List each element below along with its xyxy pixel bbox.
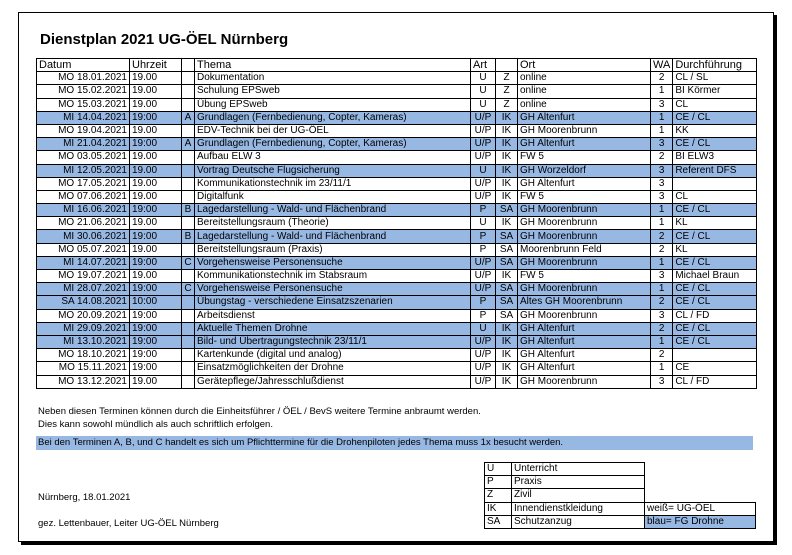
header-row — [37, 59, 757, 72]
cell-wa: 2 — [651, 349, 673, 362]
cell-group — [182, 190, 195, 203]
cell-ort: GH Moorenbrunn — [518, 217, 651, 230]
cell-wa: 2 — [651, 151, 673, 164]
cell-thema: EDV-Technik bei der UG-ÖEL — [195, 124, 471, 137]
cell-ort: online — [518, 85, 651, 98]
cell-group: A — [182, 111, 195, 124]
table-row — [37, 111, 757, 124]
cell-datum: MI 21.04.2021 — [37, 138, 130, 151]
cell-art: U/P — [471, 349, 496, 362]
cell-uhrzeit: 19:00 — [130, 256, 182, 269]
cell-ort: GH Moorenbrunn — [518, 124, 651, 137]
cell-ort: GH Altenfurt — [518, 349, 651, 362]
cell-typ: SA — [496, 256, 518, 269]
cell-art: U — [471, 322, 496, 335]
cell-durchfuehrung: CE / CL — [673, 296, 757, 309]
cell-group — [182, 217, 195, 230]
legend-table — [484, 462, 756, 529]
cell-datum: MI 29.09.2021 — [37, 322, 130, 335]
cell-group — [182, 177, 195, 190]
cell-uhrzeit: 19.00 — [130, 164, 182, 177]
cell-uhrzeit: 19.00 — [130, 85, 182, 98]
cell-wa: 1 — [651, 256, 673, 269]
cell-typ: SA — [496, 309, 518, 322]
cell-datum: MO 05.07.2021 — [37, 243, 130, 256]
cell-datum: MI 30.06.2021 — [37, 230, 130, 243]
cell-uhrzeit: 10:00 — [130, 296, 182, 309]
cell-durchfuehrung: CL — [673, 98, 757, 111]
cell-typ: IK — [496, 270, 518, 283]
note-line-1: Neben diesen Terminen können durch die Einheitsführer / ÖEL / BevS weitere Termine anbraumt werden. — [38, 406, 481, 417]
cell-typ: IK — [496, 111, 518, 124]
table-row — [37, 256, 757, 269]
cell-datum: MI 16.06.2021 — [37, 204, 130, 217]
table-row — [37, 190, 757, 203]
cell-ort: GH Altenfurt — [518, 362, 651, 375]
legend-row — [485, 489, 756, 502]
cell-art: U — [471, 72, 496, 85]
cell-art: U/P — [471, 335, 496, 348]
table-row — [37, 164, 757, 177]
table-row — [37, 309, 757, 322]
cell-ort: online — [518, 72, 651, 85]
cell-uhrzeit: 19:00 — [130, 362, 182, 375]
cell-thema: Grundlagen (Fernbedienung, Copter, Kameras) — [195, 138, 471, 151]
cell-durchfuehrung: Michael Braun — [673, 270, 757, 283]
legend-extra: weiß= UG-ÖEL — [645, 502, 756, 515]
cell-thema: Kommunikationstechnik im Stabsraum — [195, 270, 471, 283]
cell-group — [182, 335, 195, 348]
cell-uhrzeit: 19.00 — [130, 177, 182, 190]
cell-typ: IK — [496, 375, 518, 388]
cell-durchfuehrung: CL / SL — [673, 72, 757, 85]
cell-ort: GH Moorenbrunn — [518, 375, 651, 388]
cell-art: P — [471, 296, 496, 309]
legend-desc: Unterricht — [512, 463, 645, 476]
cell-durchfuehrung: CE / CL — [673, 256, 757, 269]
cell-wa: 1 — [651, 217, 673, 230]
schedule-body — [37, 72, 757, 389]
cell-typ: IK — [496, 164, 518, 177]
cell-durchfuehrung: CE / CL — [673, 204, 757, 217]
cell-ort: GH Moorenbrunn — [518, 283, 651, 296]
cell-uhrzeit: 19.00 — [130, 270, 182, 283]
cell-group: C — [182, 283, 195, 296]
cell-wa: 3 — [651, 138, 673, 151]
cell-typ: SA — [496, 230, 518, 243]
legend-abbr: IK — [485, 502, 512, 515]
legend-body — [485, 463, 756, 529]
cell-wa: 1 — [651, 85, 673, 98]
cell-datum: MI 14.07.2021 — [37, 256, 130, 269]
cell-durchfuehrung: CE — [673, 362, 757, 375]
cell-wa: 3 — [651, 98, 673, 111]
cell-durchfuehrung: CE / CL — [673, 335, 757, 348]
cell-durchfuehrung: Referent DFS — [673, 164, 757, 177]
cell-datum: MI 13.10.2021 — [37, 335, 130, 348]
header-datum: Datum — [37, 59, 130, 72]
cell-typ: SA — [496, 296, 518, 309]
schedule-table — [36, 58, 757, 389]
cell-typ: SA — [496, 283, 518, 296]
cell-art: P — [471, 230, 496, 243]
legend-extra — [645, 489, 756, 502]
cell-datum: MI 28.07.2021 — [37, 283, 130, 296]
cell-typ: IK — [496, 151, 518, 164]
legend-abbr: P — [485, 476, 512, 489]
header-group — [182, 59, 195, 72]
cell-ort: Altes GH Moorenbrunn — [518, 296, 651, 309]
table-row — [37, 243, 757, 256]
cell-datum: MO 15.02.2021 — [37, 85, 130, 98]
cell-datum: MO 19.04.2021 — [37, 124, 130, 137]
cell-group — [182, 349, 195, 362]
cell-datum: MO 17.05.2021 — [37, 177, 130, 190]
cell-thema: Übung EPSweb — [195, 98, 471, 111]
cell-art: P — [471, 309, 496, 322]
cell-uhrzeit: 19.00 — [130, 72, 182, 85]
cell-group — [182, 85, 195, 98]
cell-uhrzeit: 19:00 — [130, 335, 182, 348]
cell-typ: IK — [496, 177, 518, 190]
cell-uhrzeit: 19:00 — [130, 283, 182, 296]
cell-art: U — [471, 85, 496, 98]
cell-art: U — [471, 217, 496, 230]
header-typ — [496, 59, 518, 72]
cell-ort: GH Altenfurt — [518, 322, 651, 335]
cell-durchfuehrung: BI Körmer — [673, 85, 757, 98]
cell-durchfuehrung: CE / CL — [673, 322, 757, 335]
table-row — [37, 177, 757, 190]
cell-wa: 2 — [651, 72, 673, 85]
cell-ort: GH Moorenbrunn — [518, 256, 651, 269]
cell-wa: 1 — [651, 362, 673, 375]
legend-desc: Innendienstkleidung — [512, 502, 645, 515]
cell-group — [182, 322, 195, 335]
cell-art: U/P — [471, 177, 496, 190]
cell-durchfuehrung: BI ELW3 — [673, 151, 757, 164]
cell-ort: GH Altenfurt — [518, 177, 651, 190]
cell-group — [182, 296, 195, 309]
cell-thema: Schulung EPSweb — [195, 85, 471, 98]
cell-durchfuehrung: KL — [673, 217, 757, 230]
cell-thema: Bereitstellungsraum (Praxis) — [195, 243, 471, 256]
cell-thema: Aktuelle Themen Drohne — [195, 322, 471, 335]
legend-extra — [645, 476, 756, 489]
cell-art: P — [471, 243, 496, 256]
cell-uhrzeit: 19.00 — [130, 190, 182, 203]
cell-group — [182, 270, 195, 283]
table-row — [37, 362, 757, 375]
cell-uhrzeit: 19.00 — [130, 217, 182, 230]
cell-datum: MO 21.06.2021 — [37, 217, 130, 230]
cell-datum: MI 14.04.2021 — [37, 111, 130, 124]
cell-group — [182, 164, 195, 177]
header-ort: Ort — [518, 59, 651, 72]
cell-durchfuehrung: CE / CL — [673, 138, 757, 151]
cell-art: U/P — [471, 190, 496, 203]
note-line-2: Dies kann sowohl mündlich als auch schriftlich erfolgen. — [38, 419, 273, 430]
cell-art: U/P — [471, 283, 496, 296]
cell-ort: GH Worzeldorf — [518, 164, 651, 177]
cell-uhrzeit: 19:00 — [130, 230, 182, 243]
cell-uhrzeit: 19.00 — [130, 243, 182, 256]
cell-typ: IK — [496, 124, 518, 137]
cell-wa: 2 — [651, 243, 673, 256]
cell-durchfuehrung: KL — [673, 243, 757, 256]
cell-typ: Z — [496, 72, 518, 85]
header-thema: Thema — [195, 59, 471, 72]
cell-art: U/P — [471, 362, 496, 375]
cell-wa: 1 — [651, 335, 673, 348]
cell-typ: IK — [496, 322, 518, 335]
signature: gez. Lettenbauer, Leiter UG-ÖEL Nürnberg — [38, 518, 219, 529]
cell-art: U/P — [471, 124, 496, 137]
cell-typ: IK — [496, 362, 518, 375]
cell-group — [182, 243, 195, 256]
legend-row — [485, 502, 756, 515]
cell-uhrzeit: 19:00 — [130, 309, 182, 322]
legend-row — [485, 476, 756, 489]
cell-group — [182, 309, 195, 322]
cell-art: U/P — [471, 151, 496, 164]
cell-group — [182, 151, 195, 164]
cell-typ: Z — [496, 85, 518, 98]
cell-ort: GH Moorenbrunn — [518, 230, 651, 243]
cell-thema: Arbeitsdienst — [195, 309, 471, 322]
cell-durchfuehrung: CE / CL — [673, 230, 757, 243]
legend-abbr: Z — [485, 489, 512, 502]
cell-thema: Kartenkunde (digital und analog) — [195, 349, 471, 362]
cell-art: U/P — [471, 111, 496, 124]
cell-durchfuehrung — [673, 349, 757, 362]
table-row — [37, 230, 757, 243]
cell-ort: GH Altenfurt — [518, 138, 651, 151]
cell-thema: Kommunikationstechnik im 23/11/1 — [195, 177, 471, 190]
cell-typ: IK — [496, 190, 518, 203]
cell-group — [182, 72, 195, 85]
cell-art: P — [471, 204, 496, 217]
cell-typ: SA — [496, 243, 518, 256]
legend-extra: blau= FG Drohne — [645, 515, 756, 528]
cell-thema: Digitalfunk — [195, 190, 471, 203]
cell-wa: 3 — [651, 164, 673, 177]
cell-art: U/P — [471, 138, 496, 151]
cell-ort: FW 5 — [518, 190, 651, 203]
cell-ort: GH Altenfurt — [518, 111, 651, 124]
cell-thema: Bereitstellungsraum (Theorie) — [195, 217, 471, 230]
cell-art: U/P — [471, 256, 496, 269]
cell-wa: 3 — [651, 270, 673, 283]
table-row — [37, 72, 757, 85]
cell-uhrzeit: 19:00 — [130, 322, 182, 335]
table-row — [37, 204, 757, 217]
cell-group: C — [182, 256, 195, 269]
cell-wa: 2 — [651, 296, 673, 309]
cell-durchfuehrung: KK — [673, 124, 757, 137]
cell-datum: MO 18.01.2021 — [37, 72, 130, 85]
header-wa: WA — [651, 59, 673, 72]
cell-typ: SA — [496, 204, 518, 217]
cell-ort: GH Moorenbrunn — [518, 204, 651, 217]
cell-group — [182, 375, 195, 388]
cell-datum: MO 07.06.2021 — [37, 190, 130, 203]
cell-uhrzeit: 19.00 — [130, 98, 182, 111]
cell-ort: GH Moorenbrunn — [518, 309, 651, 322]
header-uhrzeit: Uhrzeit — [130, 59, 182, 72]
legend-abbr: U — [485, 463, 512, 476]
cell-group — [182, 124, 195, 137]
cell-wa: 1 — [651, 111, 673, 124]
cell-durchfuehrung — [673, 177, 757, 190]
cell-wa: 3 — [651, 375, 673, 388]
cell-art: U/P — [471, 375, 496, 388]
cell-durchfuehrung: CE / CL — [673, 111, 757, 124]
cell-thema: Vorgehensweise Personensuche — [195, 283, 471, 296]
cell-datum: MO 20.09.2021 — [37, 309, 130, 322]
table-row — [37, 270, 757, 283]
cell-group: B — [182, 230, 195, 243]
cell-typ: Z — [496, 98, 518, 111]
cell-uhrzeit: 19:00 — [130, 111, 182, 124]
cell-datum: MO 19.07.2021 — [37, 270, 130, 283]
cell-group — [182, 362, 195, 375]
legend-abbr: SA — [485, 515, 512, 528]
cell-ort: FW 5 — [518, 151, 651, 164]
cell-art: U — [471, 98, 496, 111]
table-row — [37, 349, 757, 362]
cell-thema: Aufbau ELW 3 — [195, 151, 471, 164]
header-durchfuehrung: Durchführung — [673, 59, 757, 72]
cell-datum: MO 03.05.2021 — [37, 151, 130, 164]
legend-row — [485, 515, 756, 528]
cell-thema: Gerätepflege/Jahresschlußdienst — [195, 375, 471, 388]
cell-typ: IK — [496, 335, 518, 348]
cell-typ: IK — [496, 349, 518, 362]
cell-thema: Vorgehensweise Personensuche — [195, 256, 471, 269]
cell-thema: Bild- und Übertragungstechnik 23/11/1 — [195, 335, 471, 348]
cell-uhrzeit: 19.00 — [130, 151, 182, 164]
cell-datum: MO 18.10.2021 — [37, 349, 130, 362]
cell-art: U/P — [471, 270, 496, 283]
cell-datum: MO 15.03.2021 — [37, 98, 130, 111]
cell-thema: Vortrag Deutsche Flugsicherung — [195, 164, 471, 177]
cell-wa: 3 — [651, 177, 673, 190]
cell-uhrzeit: 19.00 — [130, 375, 182, 388]
legend-desc: Praxis — [512, 476, 645, 489]
header-art: Art — [471, 59, 496, 72]
cell-wa: 3 — [651, 190, 673, 203]
cell-thema: Dokumentation — [195, 72, 471, 85]
legend-extra — [645, 463, 756, 476]
cell-durchfuehrung: CE / CL — [673, 283, 757, 296]
cell-ort: online — [518, 98, 651, 111]
table-row — [37, 85, 757, 98]
cell-thema: Lagedarstellung - Wald- und Flächenbrand — [195, 230, 471, 243]
legend-desc: Zivil — [512, 489, 645, 502]
cell-wa: 1 — [651, 204, 673, 217]
table-row — [37, 322, 757, 335]
cell-uhrzeit: 19.00 — [130, 124, 182, 137]
cell-group — [182, 98, 195, 111]
cell-wa: 1 — [651, 283, 673, 296]
cell-durchfuehrung: CL — [673, 190, 757, 203]
cell-art: U — [471, 164, 496, 177]
cell-thema: Einsatzmöglichkeiten der Drohne — [195, 362, 471, 375]
cell-thema: Übungstag - verschiedene Einsatzszenarien — [195, 296, 471, 309]
cell-typ: IK — [496, 217, 518, 230]
legend-row — [485, 463, 756, 476]
cell-durchfuehrung: CL / FD — [673, 309, 757, 322]
cell-uhrzeit: 19:00 — [130, 204, 182, 217]
mandatory-note: Bei den Terminen A, B, und C handelt es sich um Pflichttermine für die Drohenpiloten jedes Thema muss 1x besucht werden. — [36, 436, 753, 450]
cell-ort: GH Altenfurt — [518, 335, 651, 348]
table-row — [37, 98, 757, 111]
cell-datum: MO 15.11.2021 — [37, 362, 130, 375]
cell-datum: MO 13.12.2021 — [37, 375, 130, 388]
cell-wa: 2 — [651, 322, 673, 335]
cell-ort: FW 5 — [518, 270, 651, 283]
table-row — [37, 296, 757, 309]
cell-uhrzeit: 19:00 — [130, 349, 182, 362]
cell-group: A — [182, 138, 195, 151]
table-row — [37, 217, 757, 230]
page-title: Dienstplan 2021 UG-ÖEL Nürnberg — [40, 31, 289, 48]
cell-thema: Grundlagen (Fernbedienung, Copter, Kameras) — [195, 111, 471, 124]
cell-datum: SA 14.08.2021 — [37, 296, 130, 309]
cell-group: B — [182, 204, 195, 217]
cell-wa: 1 — [651, 124, 673, 137]
cell-wa: 2 — [651, 230, 673, 243]
table-row — [37, 138, 757, 151]
table-row — [37, 124, 757, 137]
cell-wa: 3 — [651, 309, 673, 322]
table-row — [37, 335, 757, 348]
cell-durchfuehrung: CL / FD — [673, 375, 757, 388]
cell-datum: MI 12.05.2021 — [37, 164, 130, 177]
table-row — [37, 375, 757, 388]
table-row — [37, 283, 757, 296]
table-row — [37, 151, 757, 164]
cell-typ: IK — [496, 138, 518, 151]
place-date: Nürnberg, 18.01.2021 — [38, 492, 131, 503]
cell-ort: Moorenbrunn Feld — [518, 243, 651, 256]
cell-uhrzeit: 19:00 — [130, 138, 182, 151]
legend-desc: Schutzanzug — [512, 515, 645, 528]
cell-thema: Lagedarstellung - Wald- und Flächenbrand — [195, 204, 471, 217]
